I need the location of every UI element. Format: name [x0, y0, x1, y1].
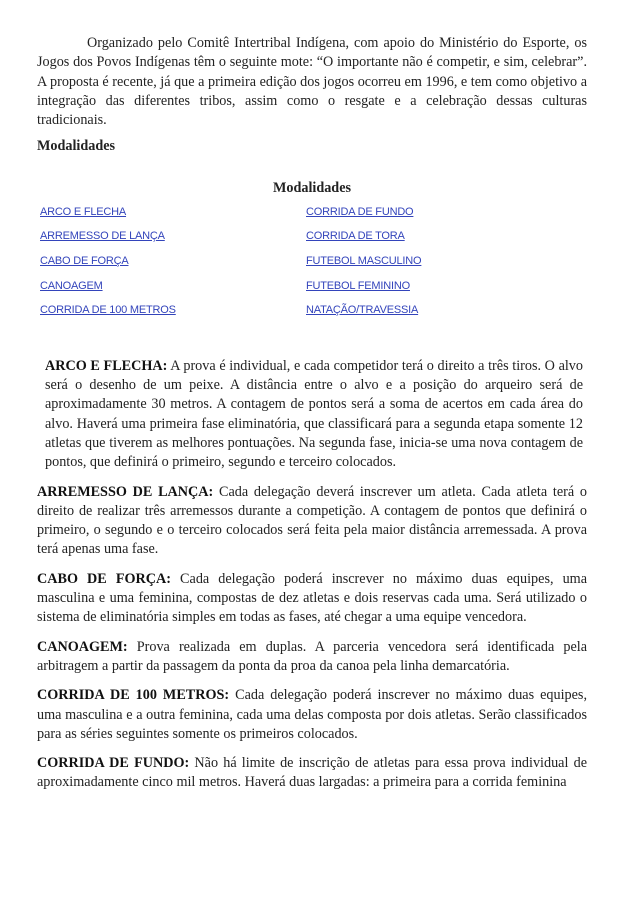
modalities-left-column [37, 200, 303, 323]
section-arco-e-flecha [37, 357, 587, 473]
document-page [37, 34, 587, 793]
section-text: A prova é individual, e cada competidor terá o direito a três tiros. O alvo será o desenho de um peixe. A distância entre o alvo e a posição do arqueiro será de aproximadamente 30 metros. A contagem de pontos será a soma de acertos em cada área do alvo. Haverá uma primeira fase eliminatória, que classificará para a segunda etapa somente 12 atletas que tiverem as melhores pontuações. Na segunda fase, inicia-se uma nova contagem de pontos, que definirá o primeiro, segundo e terceiro colocados. [45, 357, 583, 471]
modality-link-canoagem[interactable]: CANOAGEM [40, 279, 103, 292]
modality-link-corrida-de-tora[interactable]: CORRIDA DE TORA [306, 230, 405, 243]
section-text: Cada delegação poderá inscrever no máximo duas equipes, uma masculina e uma feminina, compostas de dez atletas e dois reservas cada uma. Será utilizado o sistema de eliminatória simples em todas as fases, até chegar a uma equipe vencedora. [37, 570, 588, 626]
section-arremesso-de-lanca [37, 483, 587, 560]
modality-link-futebol-masculino[interactable]: FUTEBOL MASCULINO [306, 254, 422, 267]
modality-link-futebol-feminino[interactable]: FUTEBOL FEMININO [306, 279, 410, 292]
section-title: CANOAGEM: [37, 638, 128, 655]
section-canoagem [37, 638, 587, 677]
section-title: CABO DE FORÇA: [37, 570, 171, 587]
section-title: ARCO E FLECHA: [45, 357, 168, 374]
section-corrida-de-fundo [37, 754, 587, 793]
modality-link-arco-e-flecha[interactable]: ARCO E FLECHA [40, 205, 127, 218]
modality-link-arremesso-de-lanca[interactable]: ARREMESSO DE LANÇA [40, 230, 165, 243]
modalities-table [37, 200, 587, 323]
section-text: Prova realizada em duplas. A parceria vencedora será identificada pela arbitragem a partir da passagem da ponta da proa da canoa pela linha demarcatória. [37, 638, 587, 674]
intro-paragraph: Organizado pelo Comitê Intertribal Indígena, com apoio do Ministério do Esporte, os Jogos dos Povos Indígenas têm o seguinte mote: “O importante não é competir, e sim, celebrar”. A proposta é recente, já que a primeira edição dos jogos ocorreu em 1996, e tem como objetivo a integração das diferentes tribos, assim como o resgate e a celebração dessas culturas tradicionais. [37, 35, 587, 129]
section-title: CORRIDA DE FUNDO: [37, 755, 190, 772]
modalities-right-column [303, 200, 569, 323]
section-text: Não há limite de inscrição de atletas para essa prova individual de aproximadamente cinco mil metros. Haverá duas largadas: a primeira para a corrida feminina [37, 755, 587, 791]
modality-link-natacao-travessia[interactable]: NATAÇÃO/TRAVESSIA [306, 304, 419, 317]
modality-link-corrida-100-metros[interactable]: CORRIDA DE 100 METROS [40, 304, 176, 317]
modalities-table-title: Modalidades [272, 179, 352, 196]
modalities-heading: Modalidades [37, 138, 116, 155]
section-title: CORRIDA DE 100 METROS: [37, 687, 230, 704]
modality-link-cabo-de-forca[interactable]: CABO DE FORÇA [40, 254, 129, 267]
section-text: Cada delegação poderá inscrever no máximo duas equipes, uma masculina e a outra feminina, cada uma delas composta por dois atletas. Serão classificados para as séries seguintes somente os primeiros colocados. [37, 687, 587, 742]
modality-link-corrida-de-fundo[interactable]: CORRIDA DE FUNDO [306, 205, 414, 218]
section-text: Cada delegação deverá inscrever um atleta. Cada atleta terá o direito de realizar três arremessos durante a competição. A contagem de pontos que definirá o primeiro, o segundo e o terceiro colocados será feita pela maior distância arremessada. A prova terá apenas uma fase. [37, 483, 587, 558]
section-cabo-de-forca [37, 570, 587, 628]
section-corrida-100-metros [37, 686, 587, 744]
section-title: ARREMESSO DE LANÇA: [37, 483, 214, 500]
